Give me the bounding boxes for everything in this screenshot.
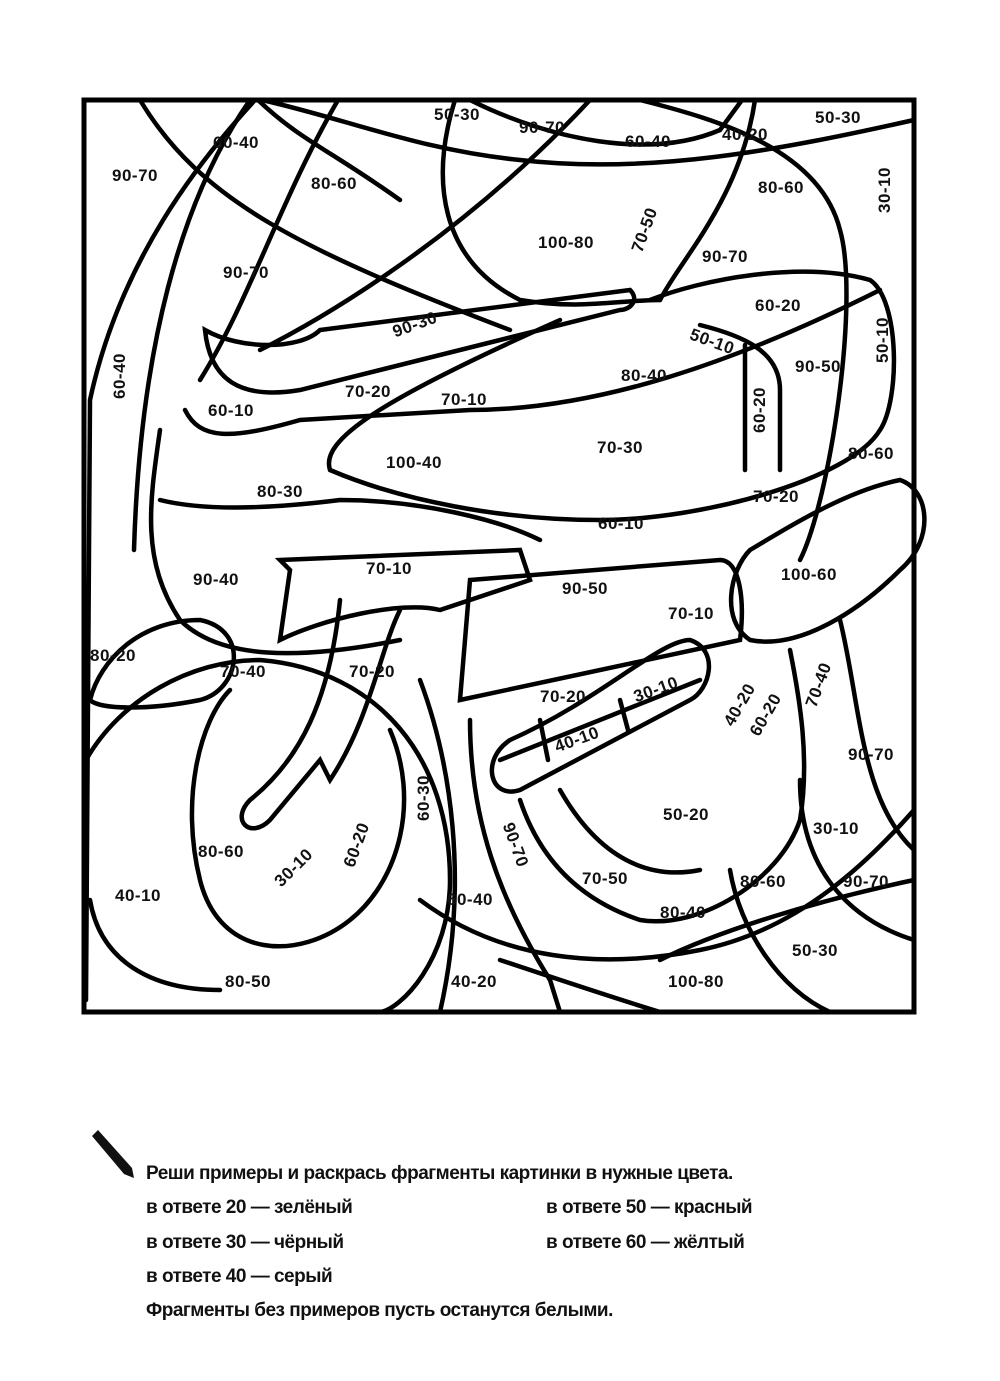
region-label: 30-10: [813, 819, 859, 838]
region-label: 40-10: [551, 722, 602, 757]
region-label: 70-40: [220, 662, 266, 681]
region-label: 60-20: [745, 690, 786, 740]
rule-30: в ответе 30 — чёрный: [146, 1232, 344, 1253]
region-label: 90-70: [702, 247, 748, 266]
region-label: 70-50: [582, 869, 628, 888]
region-label: 70-10: [366, 559, 412, 578]
region-label: 40-20: [451, 972, 497, 991]
region-label: 60-40: [110, 353, 129, 399]
region-label: 30-10: [270, 844, 317, 891]
region-label: 40-20: [719, 680, 760, 730]
region-label: 80-30: [257, 482, 303, 501]
region-label: 70-10: [441, 390, 487, 409]
region-label: 90-70: [498, 819, 533, 870]
region-label: 50-20: [663, 805, 709, 824]
region-label: 80-40: [621, 366, 667, 385]
region-label: 90-40: [193, 570, 239, 589]
region-label: 80-60: [311, 174, 357, 193]
region-label: 80-20: [90, 646, 136, 665]
region-label: 70-30: [597, 438, 643, 457]
region-label: 50-30: [792, 941, 838, 960]
region-label: 70-50: [627, 204, 662, 255]
region-label: 90-30: [389, 307, 440, 342]
region-label: 80-60: [198, 842, 244, 861]
region-label: 40-10: [115, 886, 161, 905]
region-label: 90-70: [223, 263, 269, 282]
region-label: 40-20: [722, 125, 768, 144]
region-label: 80-50: [225, 972, 271, 991]
region-label: 60-40: [625, 132, 671, 151]
pencil-icon: [88, 1130, 138, 1180]
region-label: 90-70: [519, 118, 565, 137]
region-label: 90-70: [848, 745, 894, 764]
region-label: 90-50: [795, 357, 841, 376]
region-label: 70-40: [801, 659, 836, 710]
region-label: 30-10: [630, 672, 681, 707]
rule-20: в ответе 20 — зелёный: [146, 1197, 353, 1218]
rule-40: в ответе 40 — серый: [146, 1266, 333, 1287]
region-label: 60-40: [447, 890, 493, 909]
region-label: 50-10: [687, 324, 738, 359]
region-label: 60-10: [208, 401, 254, 420]
region-label: 100-60: [781, 565, 837, 584]
region-label: 70-20: [540, 687, 586, 706]
region-label: 60-20: [339, 819, 374, 870]
region-label: 70-20: [349, 662, 395, 681]
region-label: 70-20: [345, 382, 391, 401]
region-label: 70-20: [753, 487, 799, 506]
region-label: 60-20: [750, 387, 769, 433]
region-label: 100-80: [538, 233, 594, 252]
region-label: 50-30: [815, 108, 861, 127]
region-label: 100-80: [668, 972, 724, 991]
region-label: 80-60: [740, 872, 786, 891]
region-label: 80-60: [758, 178, 804, 197]
region-label: 90-50: [562, 579, 608, 598]
region-label: 50-30: [434, 105, 480, 124]
region-label: 90-70: [843, 872, 889, 891]
region-label: 70-10: [668, 604, 714, 623]
region-label: 90-70: [112, 166, 158, 185]
instructions-heading: Реши примеры и раскрась фрагменты картинки в нужные цвета.: [146, 1163, 733, 1184]
region-label: 60-30: [414, 775, 433, 821]
region-label: 100-40: [386, 453, 442, 472]
rule-50: в ответе 50 — красный: [546, 1197, 753, 1218]
region-label: 50-10: [873, 317, 892, 363]
region-label: 80-40: [660, 903, 706, 922]
region-label: 30-10: [875, 167, 894, 213]
region-label: 60-20: [755, 296, 801, 315]
rule-60: в ответе 60 — жёлтый: [546, 1232, 745, 1253]
region-label: 60-40: [213, 133, 259, 152]
region-label: 60-10: [598, 514, 644, 533]
instructions-footer: Фрагменты без примеров пусть останутся белыми.: [146, 1300, 613, 1321]
region-label: 80-60: [848, 444, 894, 463]
